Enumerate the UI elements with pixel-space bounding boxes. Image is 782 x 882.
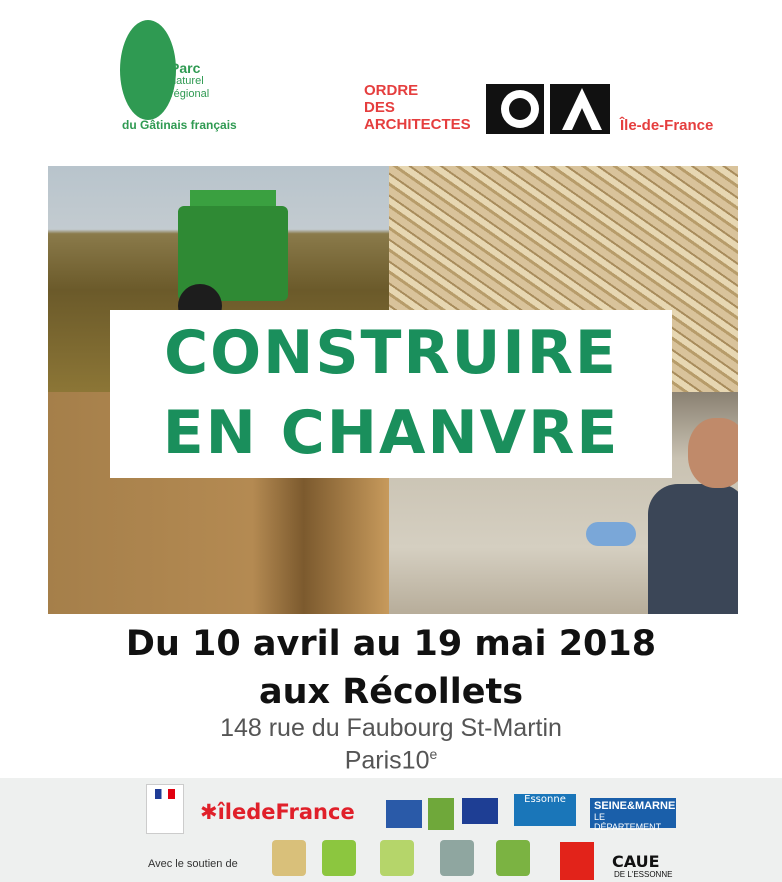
title-line1: CONSTRUIRE <box>164 318 618 388</box>
pnr-line1: Parc <box>170 60 201 76</box>
oa-logo-mark <box>486 84 610 134</box>
ile-de-france-logo: ✱îledeFrance <box>200 800 355 824</box>
essonne-text: Essonne <box>524 794 566 805</box>
caue-logo-text: CAUE <box>612 852 660 871</box>
essonne-logo <box>514 794 576 826</box>
idf-logo-text: îledeFrance <box>217 800 355 824</box>
french-flag-icon <box>155 789 175 799</box>
pnr-line3: régional <box>170 88 210 100</box>
oa-region: Île-de-France <box>620 117 714 134</box>
seine-marne-line2: LE DÉPARTEMENT <box>594 812 662 832</box>
oa-line2: DES <box>364 99 395 116</box>
event-date: Du 10 avril au 19 mai 2018 <box>125 624 657 664</box>
oa-line1: ORDRE <box>364 82 419 99</box>
support-label: Avec le soutien de <box>148 858 238 870</box>
europe-leader-logo <box>386 800 422 828</box>
seine-marne-line1: SEINE&MARNE <box>594 800 676 812</box>
pnr-line4: du Gâtinais français <box>122 118 237 132</box>
eu-flag-logo <box>462 798 498 824</box>
title-box <box>110 310 672 478</box>
interchanvre-logo <box>322 840 356 876</box>
worker-body <box>648 484 738 614</box>
gatichanvre-logo <box>380 840 414 876</box>
title-line2: EN CHANVRE <box>162 398 620 468</box>
prefet-logo <box>146 784 184 834</box>
worker-glove <box>586 522 636 546</box>
pnr-logo-emblem <box>120 20 176 120</box>
oa-logo-text <box>364 82 471 133</box>
caue-logo-subtext: DE L'ESSONNE <box>614 870 673 879</box>
event-address: 148 rue du Faubourg St-Martin <box>220 714 562 742</box>
pnr-line2: naturel <box>170 75 204 87</box>
leader-logo <box>428 798 454 830</box>
partner-logo-4 <box>440 840 474 876</box>
event-city <box>0 746 782 775</box>
chanvre-logo <box>272 840 306 876</box>
city-suffix: e <box>429 746 438 762</box>
worker-head <box>688 418 738 488</box>
agricultures-territoires-logo <box>496 840 530 876</box>
seine-et-marne-logo <box>590 798 676 832</box>
pnr-logo-text <box>170 62 209 101</box>
oa-line3: ARCHITECTES <box>364 116 471 133</box>
event-venue: aux Récollets <box>258 672 524 712</box>
city-name: Paris10 <box>344 746 430 775</box>
caue77-logo <box>560 842 594 880</box>
